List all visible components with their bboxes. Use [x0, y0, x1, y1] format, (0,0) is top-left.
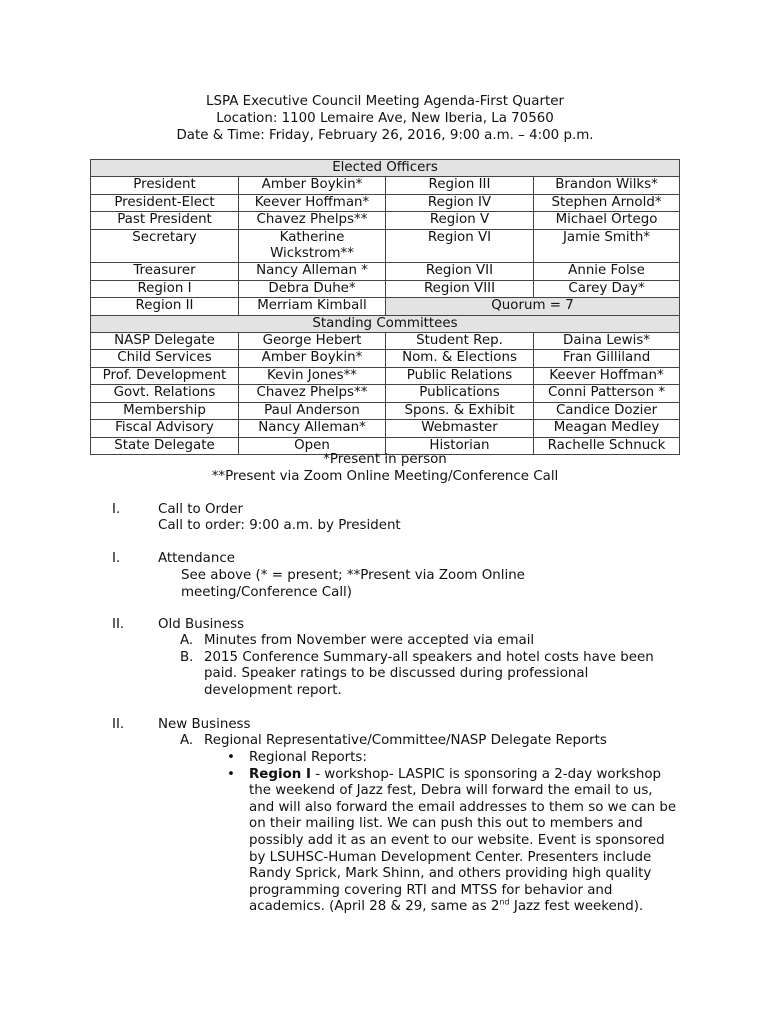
officers-table	[90, 159, 680, 455]
old-business-list	[180, 633, 680, 699]
list-item-text: 2015 Conference Summary-all speakers and hotel costs have been paid. Speaker ratings to be discussed during professional development report.	[204, 649, 654, 698]
table-row	[91, 315, 680, 332]
bullet-item	[227, 767, 680, 916]
table-row	[91, 194, 680, 211]
agenda-title: LSPA Executive Council Meeting Agenda-First Quarter	[206, 94, 564, 109]
region-report-text-end: Jazz fest weekend).	[509, 899, 644, 915]
elected-officers-heading: Elected Officers	[91, 160, 680, 177]
meeting-location: Location: 1100 Lemaire Ave, New Iberia, La 70560	[216, 111, 554, 126]
region-report-text: - workshop- LASPIC is sponsoring a 2-day workshop the weekend of Jazz fest, Debra will forward the email to us, and will also forward the email addresses to them so we can be on their mailing list. We can push this out to members and possibly add it as an event to our website. Event is sponsored by LSUHSC-Human Development Center. Presenters include Randy Sprick, Mark Shinn, and others providing high quality programming covering RTI and MTSS for behavior and academics. (April 28 & 29, same as 2	[249, 766, 677, 915]
section-number: I.	[112, 502, 121, 517]
list-marker: B.	[180, 649, 194, 665]
committee-cell: Nom. & Elections	[386, 350, 534, 367]
table-row	[91, 367, 680, 384]
committee-cell: Historian	[386, 437, 534, 454]
member-name-cell: Kevin Jones**	[239, 367, 386, 384]
position-cell: President	[91, 177, 239, 194]
member-name-cell: George Hebert	[239, 333, 386, 350]
committee-cell: State Delegate	[91, 437, 239, 454]
bullet-icon: •	[227, 766, 235, 782]
member-name-cell: Paul Anderson	[239, 402, 386, 419]
legend-present: *Present in person	[323, 452, 447, 467]
officer-name-cell: Michael Ortego	[534, 212, 680, 229]
section-title: Call to Order	[158, 502, 244, 517]
member-name-cell: Keever Hoffman*	[534, 367, 680, 384]
table-row	[91, 212, 680, 229]
ordinal-suffix: nd	[499, 897, 510, 907]
section-detail: Call to order: 9:00 a.m. by President	[158, 518, 401, 533]
committee-cell: Fiscal Advisory	[91, 420, 239, 437]
position-cell: Treasurer	[91, 263, 239, 280]
committee-cell: Student Rep.	[386, 333, 534, 350]
table-row	[91, 420, 680, 437]
region-label: Region I	[249, 766, 311, 782]
table-row	[91, 280, 680, 297]
member-name-cell: Meagan Medley	[534, 420, 680, 437]
position-cell: Past President	[91, 212, 239, 229]
committee-cell: Govt. Relations	[91, 385, 239, 402]
section-number: I.	[112, 551, 121, 566]
table-row	[91, 298, 680, 315]
list-item	[180, 650, 680, 700]
member-name-cell: Open	[239, 437, 386, 454]
committee-cell: Prof. Development	[91, 367, 239, 384]
section-number: II.	[112, 617, 125, 632]
officer-name-cell: Katherine Wickstrom**	[239, 229, 386, 263]
legend-zoom: **Present via Zoom Online Meeting/Conference Call	[211, 469, 559, 484]
position-cell: Region VIII	[386, 280, 534, 297]
table-row	[91, 263, 680, 280]
committee-cell: Child Services	[91, 350, 239, 367]
quorum-cell: Quorum = 7	[386, 298, 680, 315]
position-cell: Region I	[91, 280, 239, 297]
bullet-text	[249, 767, 676, 915]
member-name-cell: Nancy Alleman*	[239, 420, 386, 437]
standing-committees-heading: Standing Committees	[91, 315, 680, 332]
list-item	[180, 733, 680, 750]
section-detail: See above (* = present; **Present via Zoom Online meeting/Conference Call)	[181, 568, 525, 600]
position-cell: Region VII	[386, 263, 534, 280]
member-name-cell: Daina Lewis*	[534, 333, 680, 350]
position-cell: Secretary	[91, 229, 239, 263]
list-item	[180, 633, 680, 650]
list-marker: A.	[180, 633, 194, 648]
officer-name-cell: Stephen Arnold*	[534, 194, 680, 211]
member-name-cell: Candice Dozier	[534, 402, 680, 419]
table-row	[91, 402, 680, 419]
position-cell: Region V	[386, 212, 534, 229]
section-title: Attendance	[158, 551, 235, 566]
table-row	[91, 333, 680, 350]
bullet-icon: •	[227, 750, 235, 765]
committee-cell: Membership	[91, 402, 239, 419]
table-row	[91, 177, 680, 194]
officer-name-cell: Jamie Smith*	[534, 229, 680, 263]
member-name-cell: Conni Patterson *	[534, 385, 680, 402]
bullet-item	[227, 750, 680, 767]
member-name-cell: Amber Boykin*	[239, 350, 386, 367]
position-cell: Region IV	[386, 194, 534, 211]
section-title: New Business	[158, 717, 251, 732]
committee-cell: NASP Delegate	[91, 333, 239, 350]
list-item-text: Regional Representative/Committee/NASP Delegate Reports	[204, 733, 607, 748]
officer-name-cell: Carey Day*	[534, 280, 680, 297]
regional-reports-list	[227, 750, 680, 916]
member-name-cell: Fran Gilliland	[534, 350, 680, 367]
bullet-text: Regional Reports:	[249, 750, 367, 765]
position-cell: Region III	[386, 177, 534, 194]
committee-cell: Webmaster	[386, 420, 534, 437]
new-business-item	[180, 733, 680, 750]
officer-name-cell: Debra Duhe*	[239, 280, 386, 297]
committee-cell: Publications	[386, 385, 534, 402]
meeting-datetime: Date & Time: Friday, February 26, 2016, 9:00 a.m. – 4:00 p.m.	[176, 128, 594, 143]
table-row	[91, 229, 680, 263]
list-marker: A.	[180, 733, 194, 748]
officer-name-cell: Chavez Phelps**	[239, 212, 386, 229]
officer-name-cell: Keever Hoffman*	[239, 194, 386, 211]
position-cell: Region II	[91, 298, 239, 315]
table-row	[91, 385, 680, 402]
member-name-cell: Rachelle Schnuck	[534, 437, 680, 454]
officer-name-cell: Merriam Kimball	[239, 298, 386, 315]
table-row	[91, 350, 680, 367]
officer-name-cell: Brandon Wilks*	[534, 177, 680, 194]
section-number: II.	[112, 717, 125, 732]
position-cell: President-Elect	[91, 194, 239, 211]
officer-name-cell: Nancy Alleman *	[239, 263, 386, 280]
list-item-text: Minutes from November were accepted via email	[204, 633, 535, 648]
section-title: Old Business	[158, 617, 245, 632]
officer-name-cell: Amber Boykin*	[239, 177, 386, 194]
member-name-cell: Chavez Phelps**	[239, 385, 386, 402]
position-cell: Region VI	[386, 229, 534, 263]
committee-cell: Spons. & Exhibit	[386, 402, 534, 419]
officer-name-cell: Annie Folse	[534, 263, 680, 280]
committee-cell: Public Relations	[386, 367, 534, 384]
